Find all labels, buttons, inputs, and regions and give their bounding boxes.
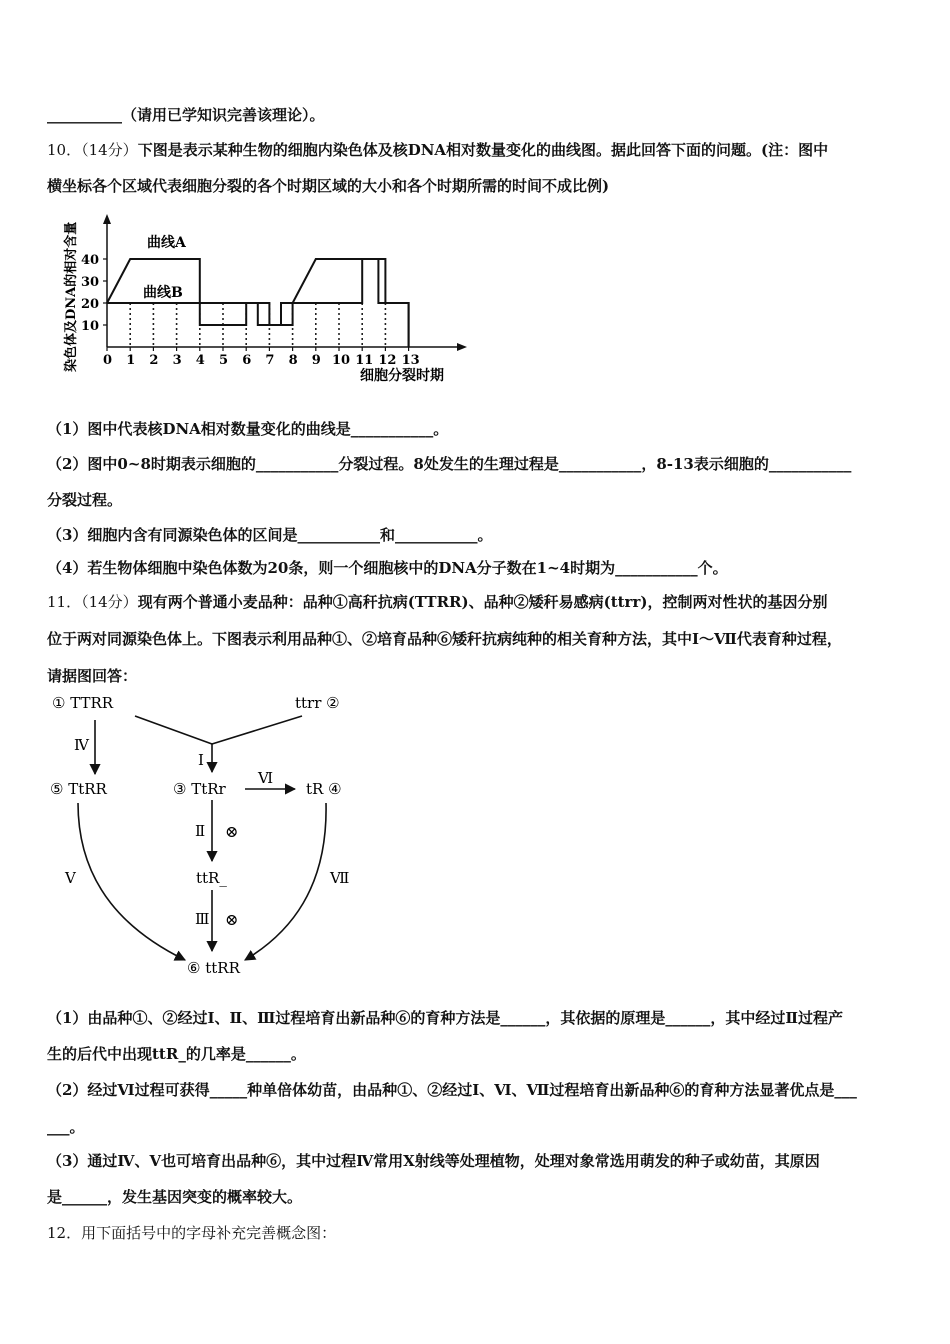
q12-stem-line bbox=[47, 1222, 336, 1243]
breeding-diagram bbox=[40, 688, 360, 987]
y-ticks bbox=[81, 253, 107, 334]
q10-sub2-line1: （2）图中0~8时期表示细胞的___________分裂过程。8处发生的生理过程是___________，8-13表示细胞的___________ bbox=[47, 455, 852, 473]
q11-sub3-line1: （3）通过Ⅳ、Ⅴ也可培育出品种⑥，其中过程Ⅳ常用X射线等处理植物，处理对象常选用萌发的种子或幼苗，其原因 bbox=[47, 1152, 820, 1170]
cross-line-right bbox=[212, 716, 302, 744]
label-process-5: Ⅴ bbox=[65, 869, 76, 887]
y-tick-label-20: 20 bbox=[81, 297, 100, 312]
x-tick-label-8: 8 bbox=[288, 353, 298, 368]
y-tick-label-30: 30 bbox=[81, 275, 100, 290]
x-tick-label-11: 11 bbox=[355, 353, 374, 368]
node-variety-2: ttrr ② bbox=[295, 694, 340, 712]
x-ticks bbox=[103, 347, 420, 368]
q12-stem: 用下面括号中的字母补充完善概念图： bbox=[81, 1224, 337, 1242]
selfing-icon-1: ⊗ bbox=[225, 822, 239, 841]
x-axis-arrow bbox=[457, 343, 467, 351]
y-axis-label: 染色体及DNA的相对含量 bbox=[64, 221, 79, 372]
node-variety-6: ⑥ ttRR bbox=[187, 959, 240, 977]
series-line-curve-b bbox=[107, 259, 409, 347]
selfing-icon-2: ⊗ bbox=[225, 910, 239, 929]
node-variety-4: tR ④ bbox=[306, 780, 342, 798]
label-process-6: Ⅵ bbox=[258, 769, 274, 787]
x-tick-label-12: 12 bbox=[378, 353, 397, 368]
label-process-3: Ⅲ bbox=[195, 910, 210, 928]
x-tick-label-2: 2 bbox=[149, 353, 159, 368]
node-variety-3: ③ TtRr bbox=[173, 780, 226, 798]
q10-number: 10． bbox=[47, 141, 82, 159]
q11-stem-line3: 请据图回答： bbox=[47, 667, 138, 685]
q11-stem-a: 现有两个普通小麦品种：品种①高秆抗病(TTRR)、品种②矮秆易感病(ttrr)，控制两对性状的基因分别 bbox=[137, 593, 828, 611]
q11-sub2-line1: （2）经过Ⅵ过程可获得_____种单倍体幼苗，由品种①、②经过Ⅰ、Ⅵ、Ⅶ过程培育出新品种⑥的育种方法显著优点是___ bbox=[47, 1081, 857, 1099]
x-axis-label: 细胞分裂时期 bbox=[360, 368, 444, 384]
y-tick-label-40: 40 bbox=[81, 253, 100, 268]
label-process-2: Ⅱ bbox=[195, 822, 206, 840]
label-process-7: Ⅶ bbox=[330, 869, 350, 887]
label-process-1: Ⅰ bbox=[198, 751, 204, 769]
q11-stem-line2: 位于两对同源染色体上。下图表示利用品种①、②培育品种⑥矮秆抗病纯种的相关育种方法，其中Ⅰ～Ⅶ代表育种过程， bbox=[47, 630, 842, 648]
x-tick-label-3: 3 bbox=[172, 353, 182, 368]
q12-number: 12． bbox=[47, 1224, 82, 1242]
curve-a-label: 曲线A bbox=[147, 235, 186, 251]
x-tick-label-7: 7 bbox=[265, 353, 275, 368]
q10-chart bbox=[55, 212, 475, 391]
breeding-diagram-svg bbox=[40, 688, 360, 983]
q10-sub2-line2: 分裂过程。 bbox=[47, 491, 123, 509]
q10-stem-line2: 横坐标各个区域代表细胞分裂的各个时期区域的大小和各个时期所需的时间不成比例) bbox=[47, 177, 610, 195]
arrow-process-5 bbox=[78, 803, 185, 960]
x-tick-label-5: 5 bbox=[219, 353, 229, 368]
x-tick-label-13: 13 bbox=[401, 353, 420, 368]
x-tick-label-6: 6 bbox=[242, 353, 252, 368]
q10-sub4: （4）若生物体细胞中染色体数为20条，则一个细胞核中的DNA分子数在1~4时期为___________个。 bbox=[47, 559, 728, 577]
node-variety-1: ① TTRR bbox=[52, 694, 114, 712]
q10-score: （14分） bbox=[81, 141, 138, 159]
chromosome-dna-chart-svg bbox=[55, 212, 475, 387]
q11-number: 11． bbox=[47, 593, 82, 611]
y-axis-arrow bbox=[103, 214, 111, 224]
q11-sub1-line1: （1）由品种①、②经过Ⅰ、Ⅱ、Ⅲ过程培育出新品种⑥的育种方法是______，其依据的原理是______，其中经过Ⅱ过程产 bbox=[47, 1009, 844, 1027]
q11-sub1-line2: 生的后代中出现ttR_的几率是______。 bbox=[47, 1045, 306, 1063]
x-tick-label-9: 9 bbox=[311, 353, 321, 368]
q10-sub1: （1）图中代表核DNA相对数量变化的曲线是___________。 bbox=[47, 420, 449, 438]
node-variety-5: ⑤ TtRR bbox=[50, 780, 107, 798]
q11-stem-line1 bbox=[47, 591, 827, 612]
chart-series bbox=[107, 259, 409, 347]
q10-sub3: （3）细胞内含有同源染色体的区间是___________和___________。 bbox=[47, 526, 493, 544]
x-tick-label-10: 10 bbox=[332, 353, 351, 368]
curve-b-label: 曲线B bbox=[143, 285, 183, 301]
cross-line-left bbox=[135, 716, 212, 744]
x-tick-label-4: 4 bbox=[195, 353, 205, 368]
node-ttR: ttR_ bbox=[196, 869, 227, 887]
q10-stem-a: 下图是表示某种生物的细胞内染色体及核DNA相对数量变化的曲线图。据此回答下面的问题。(注：图中 bbox=[137, 141, 829, 159]
arrow-process-7 bbox=[245, 803, 326, 960]
q11-score: （14分） bbox=[81, 593, 138, 611]
q11-sub3-line2: 是______，发生基因突变的概率较大。 bbox=[47, 1188, 303, 1206]
intro-line: __________（请用已学知识完善该理论）。 bbox=[47, 106, 325, 124]
x-tick-label-1: 1 bbox=[126, 353, 136, 368]
q11-sub2-line2: ___。 bbox=[47, 1118, 85, 1136]
q10-stem-line1 bbox=[47, 139, 828, 160]
x-tick-label-0: 0 bbox=[103, 353, 113, 368]
label-process-4: Ⅳ bbox=[74, 736, 89, 754]
y-tick-label-10: 10 bbox=[81, 319, 100, 334]
